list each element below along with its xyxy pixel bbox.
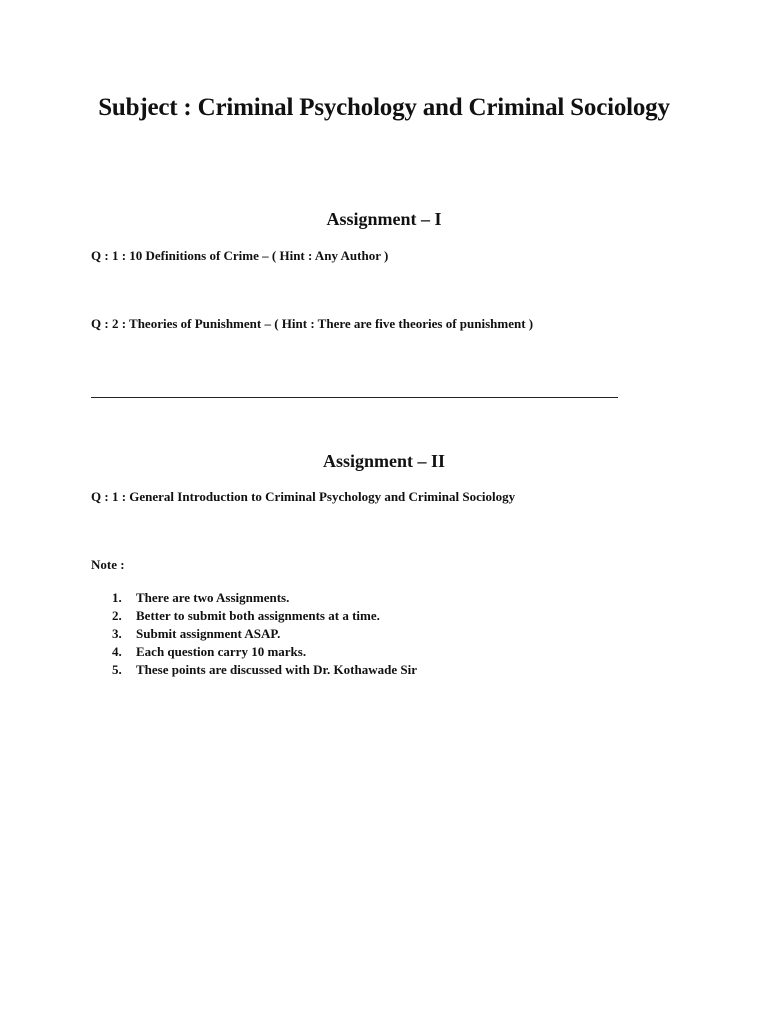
- assignment-1-heading: Assignment – I: [326, 209, 442, 229]
- list-item-text: Better to submit both assignments at a time.: [136, 608, 380, 623]
- list-item-number: 2.: [112, 608, 122, 623]
- list-item-text: Submit assignment ASAP.: [136, 626, 281, 641]
- assignment-2-question-1: Q : 1 : General Introduction to Criminal Psychology and Criminal Sociology: [91, 489, 516, 504]
- list-item-text: There are two Assignments.: [136, 590, 290, 605]
- list-item-number: 1.: [112, 590, 122, 605]
- list-item-number: 5.: [112, 662, 122, 677]
- list-item-text: These points are discussed with Dr. Kothawade Sir: [136, 662, 417, 677]
- list-item: [112, 607, 417, 625]
- list-item: [112, 589, 417, 607]
- list-item: [112, 643, 417, 661]
- list-item-text: Each question carry 10 marks.: [136, 644, 307, 659]
- list-item: [112, 625, 417, 643]
- list-item: [112, 661, 417, 679]
- notes-list: [112, 589, 417, 679]
- assignment-1-question-2: Q : 2 : Theories of Punishment – ( Hint : There are five theories of punishment ): [91, 316, 534, 331]
- list-item-number: 3.: [112, 626, 122, 641]
- note-label: Note :: [91, 557, 125, 572]
- list-item-number: 4.: [112, 644, 122, 659]
- page-title: Subject : Criminal Psychology and Criminal Sociology: [98, 94, 670, 121]
- section-divider: [91, 397, 618, 398]
- assignment-1-question-1: Q : 1 : 10 Definitions of Crime – ( Hint : Any Author ): [91, 248, 389, 263]
- assignment-2-heading: Assignment – II: [322, 451, 446, 471]
